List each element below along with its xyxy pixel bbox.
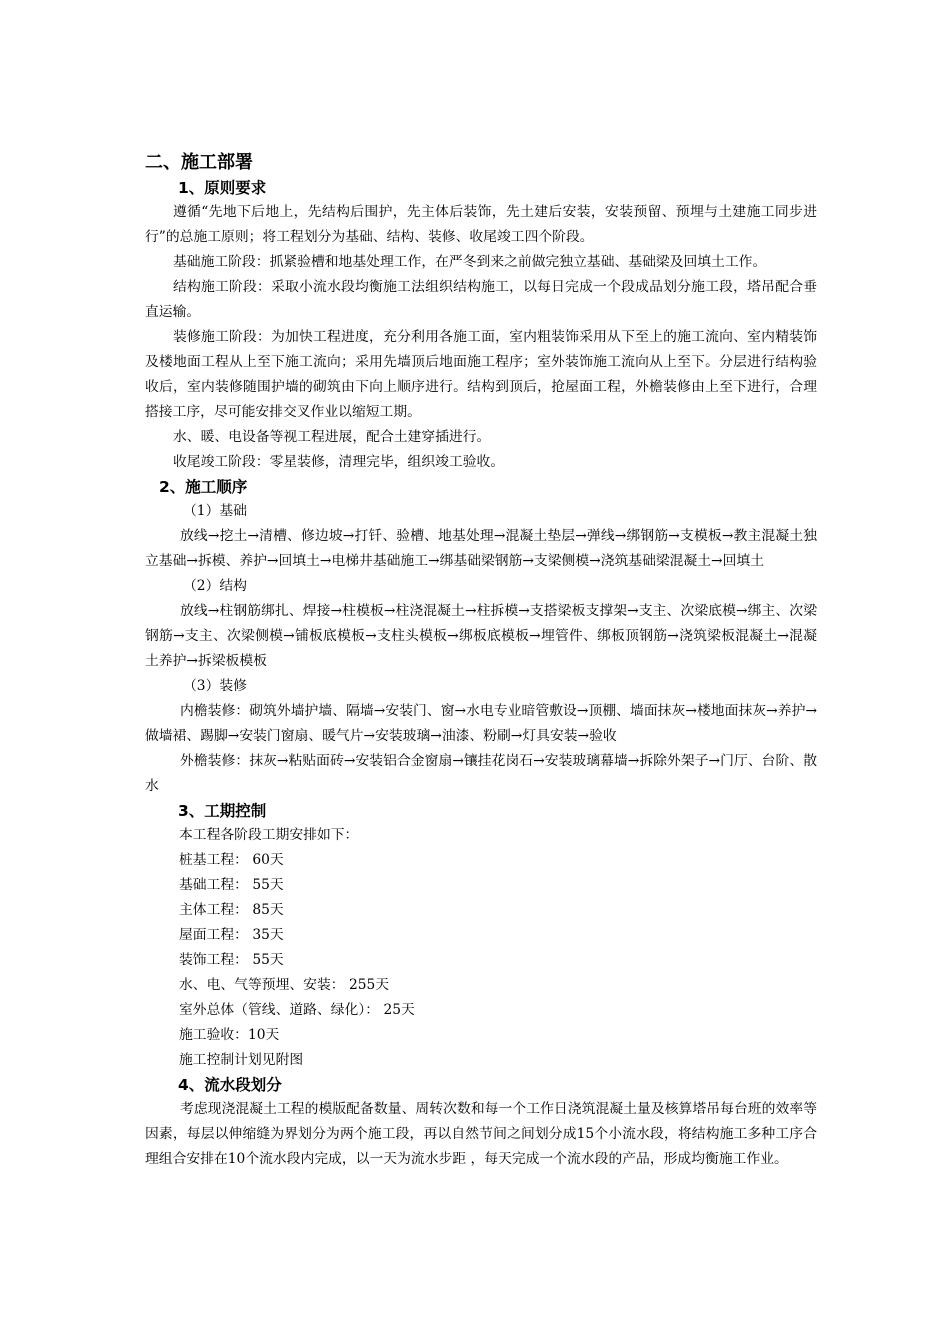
paragraph-structure-stage: 结构施工阶段：采取小流水段均衡施工法组织结构施工，以每日完成一个段成品划分施工段，塔吊配合垂直运输。 <box>145 279 817 320</box>
schedule-item-acceptance: 施工验收：10天 <box>179 1027 280 1043</box>
paragraph-structure-sequence: 放线→柱钢筋绑扎、焊接→柱模板→柱浇混凝土→柱拆模→支搭梁板支撑架→支主、次梁底模→绑主、次梁钢筋→支主、次梁侧模→铺板底模板→支柱头模板→绑板底模板→埋管件、绑板顶钢筋→浇筑梁板混凝土→混凝土养护→拆梁板模板 <box>145 603 817 669</box>
section-title: 二、施工部署 <box>145 152 253 173</box>
paragraph-flow-sections: 考虑现浇混凝土工程的模版配备数量、周转次数和每一个工作日浇筑混凝土量及核算塔吊每台班的效率等因素，每层以伸缩缝为界划分为两个施工段，再以自然节间之间划分成15个小流水段，将结构施工多种工序合理组合安排在10个流水段内完成，以一天为流水步距 ，每天完成一个流水段的产品，形成均衡施工作业。 <box>145 1101 817 1167</box>
heading-construction-sequence: 2、施工顺序 <box>159 478 248 496</box>
subheading-foundation: （1）基础 <box>183 503 247 519</box>
schedule-item-mep: 水、电、气等预埋、安装： 255天 <box>179 977 390 993</box>
paragraph-foundation-sequence: 放线→挖土→清槽、修边坡→打钎、验槽、地基处理→混凝土垫层→弹线→绑钢筋→支模板→教主混凝土独立基础→拆模、养护→回填土→电梯井基础施工→绑基础梁钢筋→支梁侧模→浇筑基础梁混凝土→回填土 <box>145 528 817 569</box>
paragraph-mep-stage: 水、暖、电设备等视工程进展，配合土建穿插进行。 <box>173 429 491 445</box>
paragraph-exterior-finishing: 外檐装修：抹灰→粘贴面砖→安装铝合金窗扇→镶挂花岗石→安装玻璃幕墙→拆除外架子→门厅、台阶、散水 <box>145 753 817 794</box>
schedule-item-decoration: 装饰工程： 55天 <box>179 952 284 968</box>
heading-flow-sections: 4、流水段划分 <box>178 1076 282 1094</box>
paragraph-completion-stage: 收尾竣工阶段：零星装修，清理完毕，组织竣工验收。 <box>173 454 505 470</box>
heading-principles: 1、原则要求 <box>178 179 267 197</box>
paragraph-finishing-stage: 装修施工阶段：为加快工程进度，充分利用各施工面，室内粗装饰采用从下至上的施工流向、室内精装饰及楼地面工程从上至下施工流向；采用先墙顶后地面施工程序；室外装饰施工流向从上至下。分层进行结构验收后，室内装修随围护墙的砌筑由下向上顺序进行。结构到顶后，抢屋面工程，外檐装修由上至下进行，合理搭接工序，尽可能安排交叉作业以缩短工期。 <box>145 329 817 420</box>
subheading-finishing: （3）装修 <box>183 678 247 694</box>
subheading-structure: （2）结构 <box>183 578 247 594</box>
paragraph-principle-overview: 遵循“先地下后地上，先结构后围护，先主体后装饰，先土建后安装，安装预留、预埋与土建施工同步进行”的总施工原则；将工程划分为基础、结构、装修、收尾竣工四个阶段。 <box>145 204 817 245</box>
schedule-item-foundation: 基础工程： 55天 <box>179 877 284 893</box>
paragraph-foundation-stage: 基础施工阶段：抓紧验槽和地基处理工作，在严冬到来之前做完独立基础、基础梁及回填土工作。 <box>173 254 767 270</box>
schedule-item-piles: 桩基工程： 60天 <box>179 852 284 868</box>
schedule-item-roofing: 屋面工程： 35天 <box>179 927 284 943</box>
paragraph-interior-finishing: 内檐装修：砌筑外墙护墙、隔墙→安装门、窗→水电专业暗管敷设→顶棚、墙面抹灰→楼地面抹灰→养护→做墙裙、踢脚→安装门窗扇、暖气片→安装玻璃→油漆、粉刷→灯具安装→验收 <box>145 703 817 744</box>
schedule-note: 施工控制计划见附图 <box>179 1052 304 1068</box>
schedule-intro: 本工程各阶段工期安排如下： <box>179 827 359 843</box>
schedule-item-exterior-works: 室外总体（管线、道路、绿化）： 25天 <box>179 1002 415 1018</box>
heading-schedule-control: 3、工期控制 <box>178 802 267 820</box>
schedule-item-main-structure: 主体工程： 85天 <box>179 902 284 918</box>
document-body <box>145 150 817 1172</box>
